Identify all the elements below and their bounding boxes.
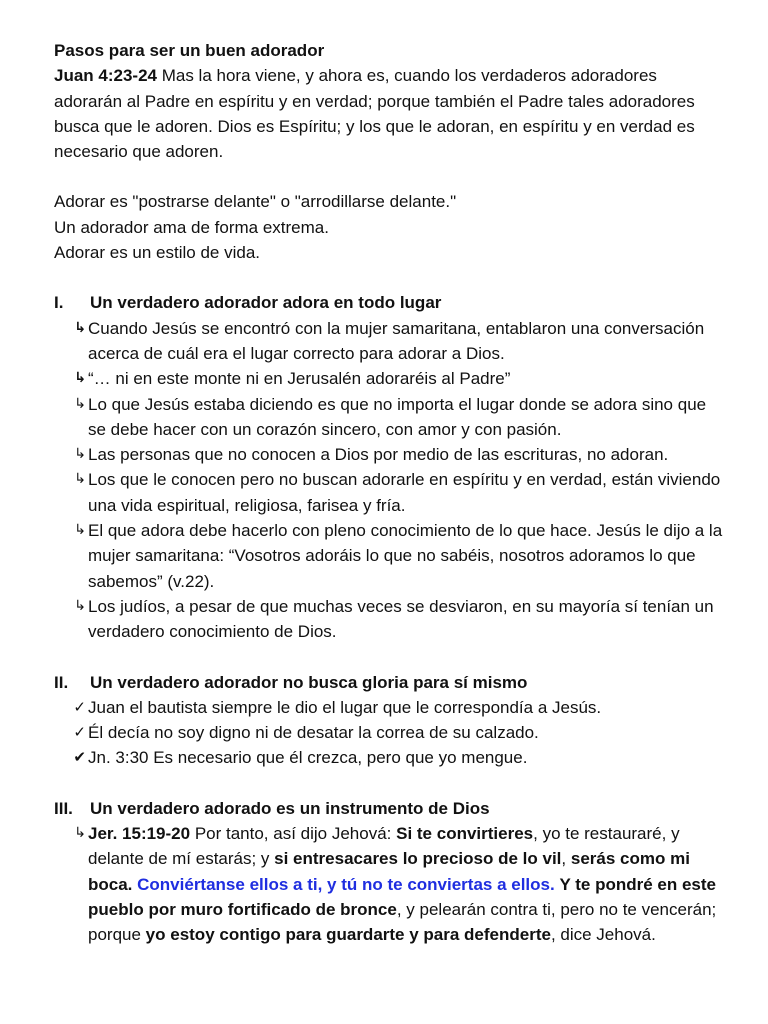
spacer bbox=[54, 265, 728, 290]
section-number: I. bbox=[54, 293, 64, 313]
list-item bbox=[54, 518, 728, 594]
definition-line: Adorar es un estilo de vida. bbox=[54, 243, 261, 263]
section-2-list bbox=[54, 695, 728, 771]
section-title: Un verdadero adorador adora en todo lugar bbox=[90, 293, 442, 313]
list-item bbox=[54, 821, 728, 947]
verse-highlight-blue: Conviértanse ellos a ti, y tú no te conviertas a ellos. bbox=[137, 874, 555, 894]
intro-text: Mas la hora viene, y ahora es, cuando los verdaderos adoradores adorarán al Padre en espíritu y en verdad; porque también el Padre tales adoradores busca que le adoren. Dios es Espíritu; y los que le adoran, en espíritu y en verdad es necesario que adoren. bbox=[54, 66, 695, 162]
section-heading-1 bbox=[54, 290, 728, 315]
section-title: Un verdadero adorado es un instrumento de Dios bbox=[90, 798, 490, 818]
document-title: Pasos para ser un buen adorador bbox=[54, 41, 325, 60]
definition-line: Un adorador ama de forma extrema. bbox=[54, 217, 329, 237]
list-item-text: Juan el bautista siempre le dio el lugar que le correspondía a Jesús. bbox=[88, 697, 602, 717]
list-item-text: Jn. 3:30 Es necesario que él crezca, pero que yo mengue. bbox=[88, 748, 528, 768]
arrow-bullet-icon: ↳ bbox=[74, 825, 86, 842]
checkmark-icon: ✔ bbox=[73, 748, 86, 767]
list-item-text: Los que le conocen pero no buscan adorarle en espíritu y en verdad, están viviendo una vida espiritual, religiosa, farisea y fría. bbox=[88, 470, 721, 515]
section-3-list bbox=[54, 821, 728, 947]
list-item-text: “… ni en este monte ni en Jerusalén adoraréis al Padre” bbox=[88, 369, 511, 389]
list-item bbox=[54, 316, 728, 367]
list-item-text: Lo que Jesús estaba diciendo es que no importa el lugar donde se adora sino que se debe hacer con un corazón sincero, con amor y con pasión. bbox=[88, 394, 707, 439]
verse-reference: Jer. 15:19-20 bbox=[88, 824, 191, 844]
verse-emphasis: Si te convirtieres bbox=[396, 824, 534, 844]
list-item-text: El que adora debe hacerlo con pleno conocimiento de lo que hace. Jesús le dijo a la mujer samaritana: “Vosotros adoráis lo que no sabéis, nosotros adoramos lo que sabemos” (v.22). bbox=[88, 521, 723, 591]
definition-line: Adorar es "postrarse delante" o "arrodillarse delante." bbox=[54, 192, 457, 212]
arrow-bullet-icon: ↳ bbox=[74, 522, 86, 539]
list-item-text: Cuando Jesús se encontró con la mujer samaritana, entablaron una conversación acerca de cuál era el lugar correcto para adorar a Dios. bbox=[88, 318, 705, 363]
verse-text: Por tanto, así dijo Jehová: bbox=[190, 824, 397, 844]
verse-emphasis: serás como mi boca. bbox=[88, 849, 690, 894]
verse-text: , yo te restauraré, y delante de mí estarás; y bbox=[88, 824, 680, 869]
arrow-bullet-icon: ↳ bbox=[74, 370, 86, 387]
verse-text: , y pelearán contra ti, pero no te vencerán; porque bbox=[88, 899, 717, 945]
verse-emphasis: Y te pondré en este pueblo por muro fortificado de bronce bbox=[88, 874, 716, 919]
verse-emphasis: yo estoy contigo para guardarte y para defenderte bbox=[145, 925, 551, 945]
list-item bbox=[54, 392, 728, 443]
arrow-bullet-icon: ↳ bbox=[74, 471, 86, 488]
arrow-bullet-icon: ↳ bbox=[74, 597, 86, 614]
arrow-bullet-icon: ↳ bbox=[74, 395, 86, 412]
checkmark-icon: ✓ bbox=[73, 697, 86, 716]
spacer bbox=[54, 645, 728, 670]
spacer bbox=[54, 771, 728, 796]
section-number: III. bbox=[54, 798, 73, 818]
arrow-bullet-icon: ↳ bbox=[74, 319, 86, 336]
list-item bbox=[54, 720, 728, 745]
intro-reference: Juan 4:23-24 bbox=[54, 66, 157, 86]
list-item bbox=[54, 695, 728, 720]
list-item bbox=[54, 467, 728, 518]
section-title: Un verdadero adorador no busca gloria para sí mismo bbox=[90, 672, 528, 692]
list-item-text: Los judíos, a pesar de que muchas veces se desviaron, en su mayoría sí tenían un verdadero conocimiento de Dios. bbox=[88, 596, 714, 642]
list-item bbox=[54, 594, 728, 645]
list-item bbox=[54, 442, 728, 467]
intro-paragraph bbox=[54, 63, 728, 164]
verse-text: , dice Jehová. bbox=[550, 925, 656, 945]
verse-text: , bbox=[561, 849, 571, 869]
verse-paragraph bbox=[88, 821, 728, 947]
section-1-list bbox=[54, 316, 728, 645]
spacer bbox=[54, 164, 728, 189]
verse-emphasis: si entresacares lo precioso de lo vil bbox=[274, 849, 562, 869]
section-heading-2 bbox=[54, 670, 728, 695]
list-item-text: Las personas que no conocen a Dios por medio de las escrituras, no adoran. bbox=[88, 445, 669, 465]
section-heading-3 bbox=[54, 796, 728, 821]
section-number: II. bbox=[54, 672, 69, 692]
list-item bbox=[54, 745, 728, 770]
arrow-bullet-icon: ↳ bbox=[74, 446, 86, 463]
list-item bbox=[54, 366, 728, 391]
checkmark-icon: ✓ bbox=[73, 723, 86, 742]
list-item-text: Él decía no soy digno ni de desatar la correa de su calzado. bbox=[88, 723, 539, 743]
